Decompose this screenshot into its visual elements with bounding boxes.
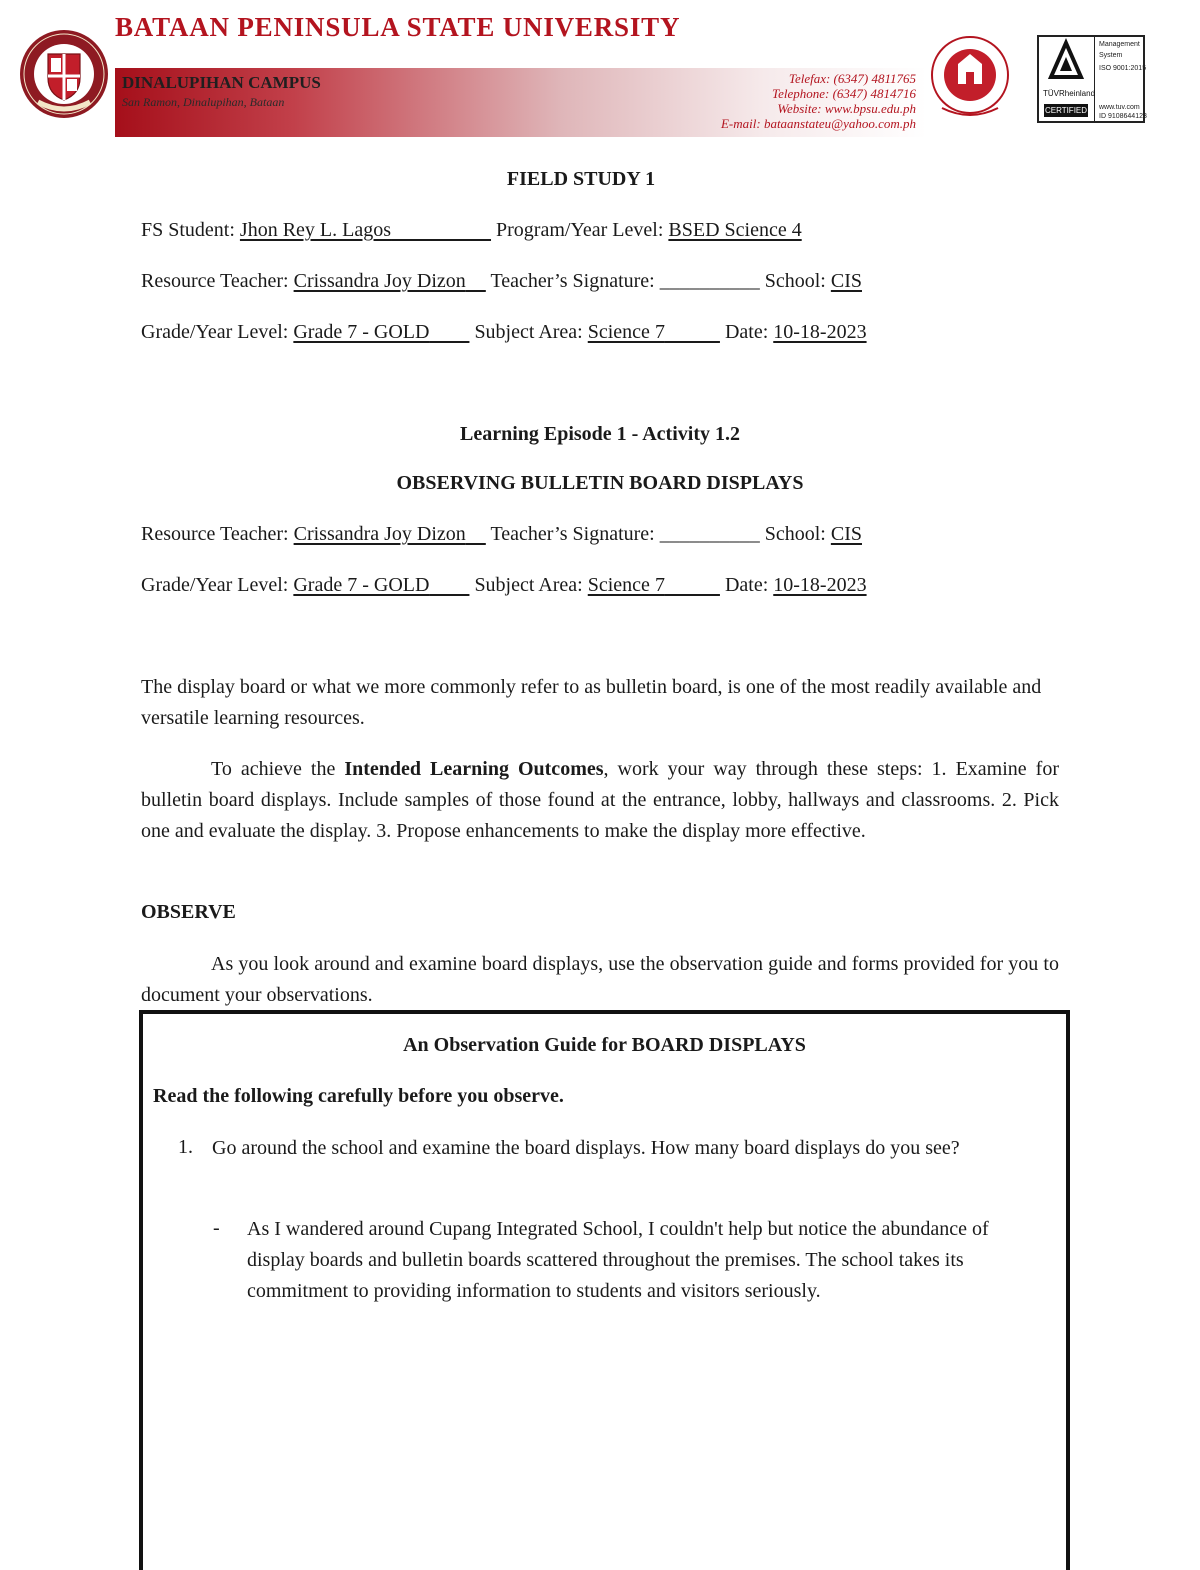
guide-title: An Observation Guide for BOARD DISPLAYS: [403, 1034, 806, 1056]
subject-value-2: Science 7: [587, 574, 665, 596]
grade-label: Grade/Year Level:: [141, 321, 294, 343]
answer-marker: -: [213, 1217, 220, 1239]
steps-paragraph: [141, 754, 1059, 847]
tuv-logo: [1039, 37, 1095, 121]
program-value: BSED Science 4: [668, 219, 802, 241]
university-seal-icon: [18, 16, 110, 132]
episode-subtitle: OBSERVING BULLETIN BOARD DISPLAYS: [396, 472, 804, 494]
grade-value: Grade 7 - GOLD: [293, 321, 430, 343]
student-value: Jhon Rey L. Lagos: [239, 219, 392, 241]
subject-blank: [665, 321, 720, 343]
signature-blank[interactable]: __________: [659, 270, 760, 292]
grade-row-1: [141, 321, 867, 344]
grade-blank-2: [429, 574, 469, 596]
certified-label: CERTIFIED: [1044, 106, 1088, 115]
observe-paragraph: As you look around and examine board displays, use the observation guide and forms provided for you to document your observations.: [141, 953, 1059, 1006]
intro-paragraph: The display board or what we more commonly refer to as bulletin board, is one of the most readily available and versatile learning resources.: [141, 676, 1042, 729]
school-label: School:: [764, 270, 831, 292]
campus-address: San Ramon, Dinalupihan, Bataan: [122, 95, 285, 109]
question-number: 1.: [178, 1136, 193, 1158]
steps-bold: Intended Learning Outcomes: [344, 758, 604, 780]
page-title: FIELD STUDY 1: [506, 168, 656, 190]
grade-value-2: Grade 7 - GOLD: [293, 574, 430, 596]
university-name: BATAAN PENINSULA STATE UNIVERSITY: [115, 12, 681, 42]
episode-title: Learning Episode 1 - Activity 1.2: [459, 423, 740, 445]
contact-email[interactable]: E-mail: bataanstateu@yahoo.com.ph: [720, 116, 916, 131]
answer-text[interactable]: As I wandered around Cupang Integrated School, I couldn't help but notice the abundance of display boards and bulletin boards scattered throughout the premises. The school takes its commitment to providing information to students and visitors seriously.: [247, 1218, 989, 1302]
school-value-2: CIS: [830, 523, 862, 545]
guide-instruction: Read the following carefully before you observe.: [153, 1085, 564, 1107]
contact-telephone: Telephone: (6347) 4814716: [772, 86, 916, 101]
subject-label: Subject Area:: [474, 321, 588, 343]
resource-teacher-value: Crissandra Joy Dizon: [293, 270, 466, 292]
grade-label-2: Grade/Year Level:: [141, 574, 294, 596]
tuv-triangle-icon: [1039, 37, 1094, 87]
campus-name: DINALUPIHAN CAMPUS: [122, 73, 321, 92]
teacher-row-2: [141, 523, 862, 546]
subject-value: Science 7: [587, 321, 665, 343]
steps-lead: To achieve the: [211, 758, 345, 780]
resource-teacher-value-2: Crissandra Joy Dizon: [293, 523, 466, 545]
subject-blank-2: [665, 574, 720, 596]
question-text: Go around the school and examine the board displays. How many board displays do you see?: [212, 1137, 960, 1159]
iso-certification-badge: [1037, 35, 1145, 123]
resource-teacher-blank-2: [466, 523, 486, 545]
signature-label-2: Teacher’s Signature:: [490, 523, 660, 545]
date-label-2: Date:: [724, 574, 774, 596]
resource-teacher-label: Resource Teacher:: [141, 270, 294, 292]
iso-line-2: System: [1099, 52, 1123, 59]
school-value: CIS: [830, 270, 862, 292]
student-row: [141, 219, 802, 242]
resource-teacher-label-2: Resource Teacher:: [141, 523, 294, 545]
observe-heading: OBSERVE: [141, 901, 236, 923]
grade-blank: [429, 321, 469, 343]
iso-id-line-2: ID 9108644123: [1099, 113, 1147, 120]
date-value-2: 10-18-2023: [773, 574, 867, 596]
resource-teacher-blank: [466, 270, 486, 292]
steps-rest: , work your way through these steps: 1. Examine for bulletin board displays. Include samples of those found at the entrance, lobby, hallways and classrooms. 2. Pick one and evaluate the display. 3. Propose enhancements to make the display more effective.: [141, 758, 1059, 842]
iso-id-line-1: www.tuv.com: [1099, 104, 1140, 111]
student-blank: [391, 219, 491, 241]
program-label: Program/Year Level:: [496, 219, 669, 241]
signature-label: Teacher’s Signature:: [490, 270, 660, 292]
date-value: 10-18-2023: [773, 321, 867, 343]
date-label: Date:: [724, 321, 774, 343]
grade-row-2: [141, 574, 867, 597]
university-seal-left: [18, 16, 110, 132]
iso-line-1: Management: [1099, 41, 1140, 48]
contact-website[interactable]: Website: www.bpsu.edu.ph: [777, 101, 916, 116]
contact-telefax: Telefax: (6347) 4811765: [788, 71, 916, 86]
signature-blank-2[interactable]: __________: [659, 523, 760, 545]
student-label: FS Student:: [141, 219, 240, 241]
subject-label-2: Subject Area:: [474, 574, 588, 596]
teacher-row-1: [141, 270, 862, 293]
tuv-mark: TÜVRheinland: [1043, 89, 1096, 98]
campus-seal-right: [928, 20, 1012, 130]
campus-seal-icon: [928, 20, 1012, 130]
school-label-2: School:: [764, 523, 831, 545]
iso-line-3: ISO 9001:2015: [1099, 65, 1147, 72]
